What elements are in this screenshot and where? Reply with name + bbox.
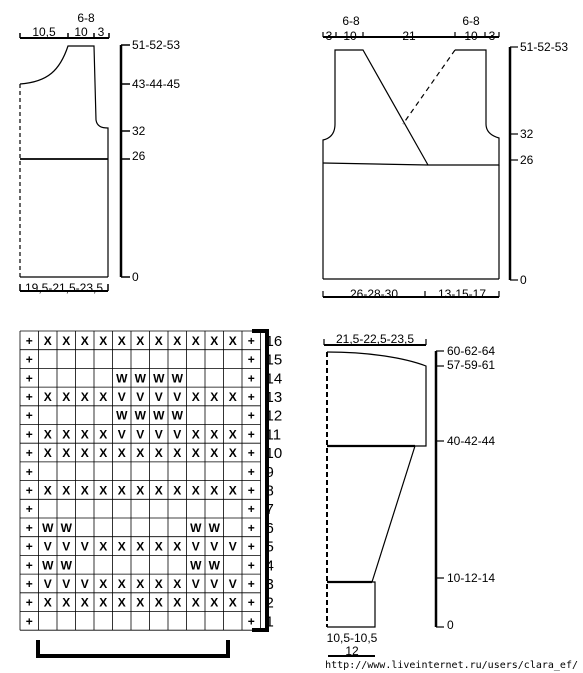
chart-cell-symbol: X bbox=[99, 576, 108, 591]
back-height-32: 32 bbox=[132, 124, 146, 138]
chart-row-number: 12 bbox=[265, 407, 283, 425]
chart-cell-symbol: W bbox=[60, 558, 72, 573]
chart-cell-symbol: + bbox=[25, 446, 33, 461]
chart-cell-symbol: W bbox=[208, 520, 220, 535]
chart-cell-symbol: X bbox=[99, 389, 108, 404]
chart-cell-symbol: X bbox=[191, 427, 200, 442]
back-neck-label: 10 bbox=[74, 25, 88, 39]
chart-cell-symbol: X bbox=[228, 333, 237, 348]
chart-cell-symbol: X bbox=[117, 539, 126, 554]
chart-row-number: 3 bbox=[265, 575, 274, 593]
chart-cell-symbol: + bbox=[247, 595, 255, 610]
chart-cell-symbol: X bbox=[117, 483, 126, 498]
chart-cell-symbol: V bbox=[173, 389, 182, 404]
sleeve-height-cuff: 10-12-14 bbox=[447, 571, 496, 585]
chart-cell-symbol: X bbox=[117, 595, 126, 610]
chart-cell-symbol: X bbox=[136, 333, 145, 348]
back-piece-schematic bbox=[20, 33, 130, 291]
chart-cell-symbol: V bbox=[210, 539, 219, 554]
chart-cell-symbol: + bbox=[247, 446, 255, 461]
chart-cell-symbol: X bbox=[191, 595, 200, 610]
chart-cell-symbol: X bbox=[173, 539, 182, 554]
chart-cell-symbol: X bbox=[62, 595, 71, 610]
chart-cell-symbol: X bbox=[117, 446, 126, 461]
chart-cell-symbol: + bbox=[247, 520, 255, 535]
chart-cell-symbol: X bbox=[154, 576, 163, 591]
chart-cell-symbol: + bbox=[25, 614, 33, 629]
chart-row-number: 5 bbox=[265, 538, 274, 556]
back-width-label: 19,5-21,5-23,5 bbox=[24, 281, 104, 295]
chart-cell-symbol: V bbox=[80, 576, 89, 591]
chart-cell-symbol: X bbox=[43, 446, 52, 461]
chart-cell-symbol: W bbox=[190, 558, 202, 573]
chart-cell-symbol: X bbox=[210, 595, 219, 610]
chart-row-number: 9 bbox=[265, 463, 274, 481]
chart-cell-symbol: X bbox=[173, 333, 182, 348]
sleeve-schematic bbox=[324, 339, 444, 656]
chart-row-number: 7 bbox=[265, 501, 274, 519]
chart-cell-symbol: X bbox=[154, 333, 163, 348]
chart-cell-symbol: V bbox=[136, 389, 145, 404]
chart-cell-symbol: + bbox=[25, 576, 33, 591]
chart-cell-symbol: V bbox=[191, 539, 200, 554]
chart-cell-symbol: V bbox=[117, 389, 126, 404]
chart-cell-symbol: + bbox=[247, 614, 255, 629]
front-center-label: 21 bbox=[402, 29, 416, 43]
chart-cell-symbol: + bbox=[247, 483, 255, 498]
front-width-left-label: 26-28-30 bbox=[349, 287, 399, 301]
chart-cell-symbol: X bbox=[228, 595, 237, 610]
chart-cell-symbol: + bbox=[247, 408, 255, 423]
chart-cell-symbol: W bbox=[153, 408, 165, 423]
chart-cell-symbol: X bbox=[136, 539, 145, 554]
chart-cell-symbol: + bbox=[25, 333, 33, 348]
chart-cell-symbol: V bbox=[154, 427, 163, 442]
front-height-32: 32 bbox=[520, 127, 534, 141]
back-shoulder-label: 10,5 bbox=[32, 25, 56, 39]
chart-cell-symbol: W bbox=[208, 558, 220, 573]
sleeve-labels bbox=[327, 332, 496, 658]
chart-cell-symbol: X bbox=[191, 483, 200, 498]
chart-cell-symbol: W bbox=[171, 371, 183, 386]
chart-cell-symbol: X bbox=[154, 539, 163, 554]
chart-cell-symbol: V bbox=[62, 576, 71, 591]
chart-cell-symbol: W bbox=[134, 408, 146, 423]
back-neck-width-label: 6-8 bbox=[77, 11, 95, 25]
chart-cell-symbol: X bbox=[43, 483, 52, 498]
chart-cell-symbol: + bbox=[247, 371, 255, 386]
chart-cell-symbol: X bbox=[80, 483, 89, 498]
stitch-chart-symbols bbox=[26, 334, 255, 628]
back-height-armhole: 43-44-45 bbox=[132, 77, 181, 91]
chart-cell-symbol: + bbox=[247, 502, 255, 517]
chart-cell-symbol: X bbox=[173, 446, 182, 461]
chart-cell-symbol: X bbox=[43, 389, 52, 404]
chart-cell-symbol: W bbox=[42, 520, 54, 535]
chart-cell-symbol: X bbox=[210, 389, 219, 404]
chart-cell-symbol: + bbox=[25, 408, 33, 423]
back-height-0: 0 bbox=[132, 270, 139, 284]
front-left-neck-label: 6-8 bbox=[342, 14, 360, 28]
chart-cell-symbol: + bbox=[25, 539, 33, 554]
chart-cell-symbol: X bbox=[99, 427, 108, 442]
chart-cell-symbol: X bbox=[62, 333, 71, 348]
chart-cell-symbol: X bbox=[136, 483, 145, 498]
chart-cell-symbol: + bbox=[247, 389, 255, 404]
front-shoulder-left-label: 10 bbox=[343, 29, 357, 43]
front-edge-left-label: 3 bbox=[325, 29, 333, 43]
chart-cell-symbol: X bbox=[210, 446, 219, 461]
chart-cell-symbol: X bbox=[80, 595, 89, 610]
chart-cell-symbol: X bbox=[62, 389, 71, 404]
chart-cell-symbol: X bbox=[228, 483, 237, 498]
chart-cell-symbol: + bbox=[247, 558, 255, 573]
chart-cell-symbol: V bbox=[43, 539, 52, 554]
chart-cell-symbol: X bbox=[117, 333, 126, 348]
chart-cell-symbol: + bbox=[247, 539, 255, 554]
chart-cell-symbol: V bbox=[210, 576, 219, 591]
chart-row-number: 11 bbox=[265, 426, 282, 444]
chart-row-number: 6 bbox=[265, 519, 274, 537]
front-right-neck-label: 6-8 bbox=[462, 14, 480, 28]
chart-cell-symbol: V bbox=[173, 427, 182, 442]
chart-cell-symbol: X bbox=[43, 427, 52, 442]
chart-cell-symbol: V bbox=[117, 427, 126, 442]
chart-cell-symbol: X bbox=[191, 389, 200, 404]
chart-cell-symbol: W bbox=[116, 408, 128, 423]
sleeve-cuff-12-label: 12 bbox=[345, 644, 359, 658]
front-height-26: 26 bbox=[520, 153, 534, 167]
chart-cell-symbol: V bbox=[136, 427, 145, 442]
chart-cell-symbol: X bbox=[136, 446, 145, 461]
chart-cell-symbol: + bbox=[25, 389, 33, 404]
chart-row-number: 2 bbox=[265, 594, 274, 612]
chart-cell-symbol: X bbox=[99, 483, 108, 498]
chart-cell-symbol: W bbox=[171, 408, 183, 423]
chart-cell-symbol: + bbox=[25, 483, 33, 498]
chart-cell-symbol: W bbox=[116, 371, 128, 386]
front-height-total: 51-52-53 bbox=[520, 40, 569, 54]
sleeve-height-total: 60-62-64 bbox=[447, 344, 496, 358]
chart-cell-symbol: W bbox=[190, 520, 202, 535]
chart-cell-symbol: X bbox=[99, 446, 108, 461]
chart-cell-symbol: X bbox=[154, 483, 163, 498]
chart-cell-symbol: X bbox=[62, 483, 71, 498]
chart-cell-symbol: W bbox=[153, 371, 165, 386]
chart-cell-symbol: + bbox=[247, 352, 255, 367]
back-height-total: 51-52-53 bbox=[132, 38, 181, 52]
chart-cell-symbol: X bbox=[154, 446, 163, 461]
chart-cell-symbol: + bbox=[247, 333, 255, 348]
sleeve-height-underarm: 40-42-44 bbox=[447, 434, 496, 448]
chart-cell-symbol: W bbox=[60, 520, 72, 535]
front-edge-right-label: 3 bbox=[488, 29, 496, 43]
chart-row-number: 10 bbox=[265, 445, 283, 463]
chart-cell-symbol: X bbox=[62, 427, 71, 442]
chart-cell-symbol: X bbox=[136, 595, 145, 610]
chart-cell-symbol: V bbox=[62, 539, 71, 554]
chart-cell-symbol: V bbox=[43, 576, 52, 591]
chart-row-number: 14 bbox=[265, 370, 283, 388]
chart-cell-symbol: X bbox=[154, 595, 163, 610]
chart-row-number: 13 bbox=[265, 388, 283, 406]
chart-cell-symbol: W bbox=[42, 558, 54, 573]
sleeve-height-cap: 57-59-61 bbox=[447, 358, 496, 372]
chart-cell-symbol: + bbox=[247, 464, 255, 479]
chart-cell-symbol: + bbox=[247, 576, 255, 591]
chart-cell-symbol: X bbox=[43, 333, 52, 348]
chart-cell-symbol: V bbox=[154, 389, 163, 404]
chart-cell-symbol: V bbox=[80, 539, 89, 554]
chart-cell-symbol: V bbox=[228, 539, 237, 554]
chart-cell-symbol: W bbox=[134, 371, 146, 386]
chart-cell-symbol: X bbox=[191, 333, 200, 348]
chart-cell-symbol: X bbox=[117, 576, 126, 591]
chart-row-number: 15 bbox=[265, 351, 283, 369]
chart-cell-symbol: X bbox=[228, 446, 237, 461]
chart-cell-symbol: X bbox=[210, 483, 219, 498]
chart-cell-symbol: + bbox=[25, 502, 33, 517]
chart-row-number: 1 bbox=[265, 613, 274, 631]
watermark-url: http://www.liveinternet.ru/users/clara_ef/ bbox=[325, 660, 578, 671]
chart-cell-symbol: X bbox=[62, 446, 71, 461]
chart-cell-symbol: + bbox=[247, 427, 255, 442]
chart-cell-symbol: + bbox=[25, 520, 33, 535]
chart-cell-symbol: + bbox=[25, 464, 33, 479]
sleeve-top-width-label: 21,5-22,5-23,5 bbox=[335, 332, 415, 346]
chart-cell-symbol: + bbox=[25, 352, 33, 367]
chart-cell-symbol: X bbox=[99, 595, 108, 610]
chart-cell-symbol: X bbox=[173, 483, 182, 498]
chart-cell-symbol: X bbox=[80, 333, 89, 348]
chart-cell-symbol: X bbox=[99, 333, 108, 348]
chart-cell-symbol: X bbox=[210, 427, 219, 442]
front-piece-schematic bbox=[323, 32, 518, 297]
sleeve-height-0: 0 bbox=[447, 618, 454, 632]
chart-cell-symbol: X bbox=[173, 576, 182, 591]
chart-cell-symbol: V bbox=[191, 576, 200, 591]
chart-cell-symbol: X bbox=[136, 576, 145, 591]
chart-cell-symbol: X bbox=[80, 427, 89, 442]
chart-cell-symbol: + bbox=[25, 595, 33, 610]
back-edge-label: 3 bbox=[97, 25, 105, 39]
chart-row-number: 8 bbox=[265, 482, 274, 500]
chart-cell-symbol: X bbox=[43, 595, 52, 610]
chart-cell-symbol: X bbox=[80, 389, 89, 404]
chart-cell-symbol: X bbox=[191, 446, 200, 461]
chart-row-number: 16 bbox=[265, 332, 283, 350]
chart-cell-symbol: X bbox=[210, 333, 219, 348]
back-piece-labels bbox=[25, 11, 180, 295]
chart-cell-symbol: X bbox=[228, 427, 237, 442]
chart-cell-symbol: + bbox=[25, 371, 33, 386]
chart-cell-symbol: V bbox=[228, 576, 237, 591]
chart-row-number: 4 bbox=[265, 557, 274, 575]
back-height-26: 26 bbox=[132, 149, 146, 163]
front-shoulder-right-label: 10 bbox=[464, 29, 478, 43]
chart-cell-symbol: X bbox=[173, 595, 182, 610]
front-height-0: 0 bbox=[520, 273, 527, 287]
chart-cell-symbol: X bbox=[99, 539, 108, 554]
chart-cell-symbol: X bbox=[80, 446, 89, 461]
sleeve-cuff-width-label: 10,5-10,5 bbox=[326, 631, 378, 645]
chart-cell-symbol: X bbox=[228, 389, 237, 404]
chart-cell-symbol: + bbox=[25, 558, 33, 573]
front-piece-labels bbox=[326, 14, 569, 301]
chart-cell-symbol: + bbox=[25, 427, 33, 442]
front-width-right-label: 13-15-17 bbox=[437, 287, 487, 301]
